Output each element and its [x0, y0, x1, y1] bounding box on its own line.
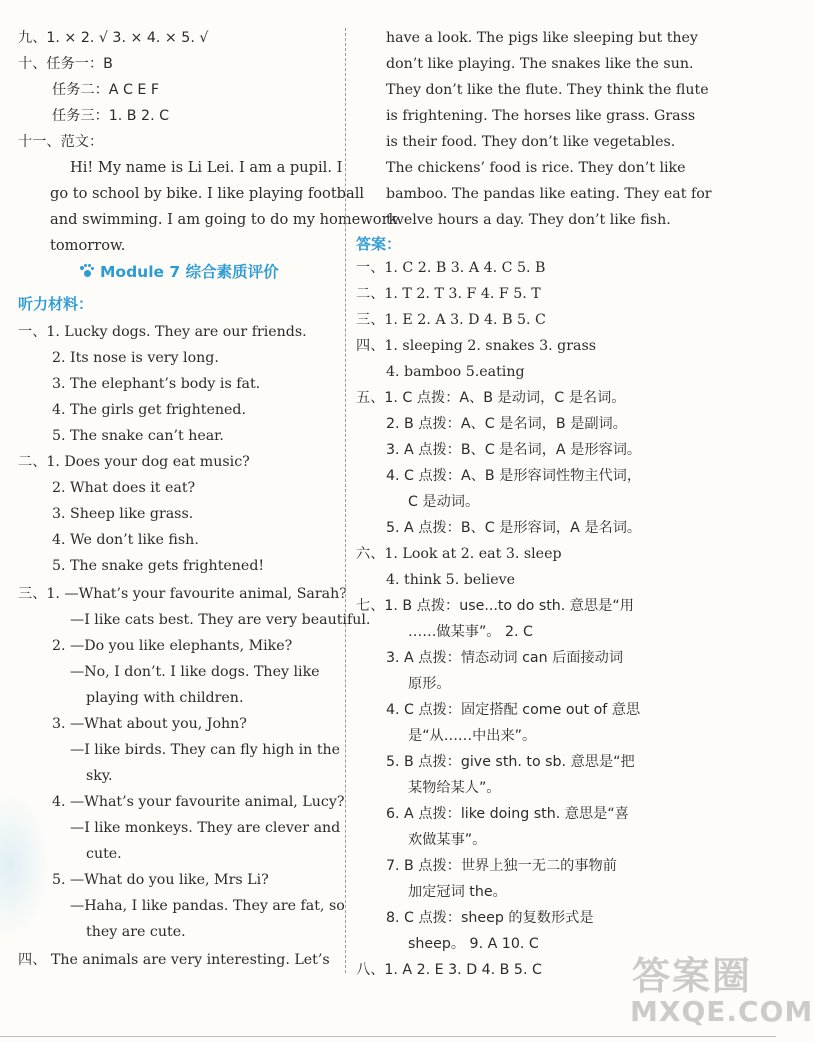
right-text-line: 一、1. C 2. B 3. A 4. C 5. B — [356, 260, 546, 276]
right-text-line: 6. A 点拨：like doing sth. 意思是“喜 — [386, 806, 629, 822]
left-text-line: 任务二：A C E F — [52, 82, 160, 98]
left-text-line: 3. —What about you, John? — [52, 716, 247, 732]
left-text-line: 4. We don’t like fish. — [52, 532, 199, 548]
decorative-background — [0, 790, 50, 940]
left-text-line: sky. — [86, 768, 113, 784]
left-text-line: 3. The elephant’s body is fat. — [52, 376, 261, 392]
left-text-line: 5. —What do you like, Mrs Li? — [52, 872, 269, 888]
right-text-line: 加定冠词 the。 — [408, 884, 507, 900]
paw-icon — [80, 264, 94, 278]
right-text-line: The chickens’ food is rice. They don’t like — [386, 160, 686, 176]
right-text-line: 5. A 点拨：B、C 是形容词，A 是名词。 — [386, 520, 642, 536]
left-text-line: —I like cats best. They are very beautiful. — [70, 612, 371, 628]
left-text-line: 3. Sheep like grass. — [52, 506, 194, 522]
bottom-rule — [0, 1036, 776, 1037]
right-text-line: 4. think 5. believe — [386, 572, 516, 588]
right-text-line: 8. C 点拨：sheep 的复数形式是 — [386, 910, 594, 926]
left-text-line: —Haha, I like pandas. They are fat, so — [70, 898, 345, 914]
left-text-line: 听力材料： — [18, 295, 94, 313]
module-title: Module 7 综合素质评价 — [100, 263, 279, 281]
right-text-line: 是“从……中出来”。 — [408, 728, 537, 744]
right-text-line: 七、1. B 点拨：use...to do sth. 意思是“用 — [356, 598, 634, 614]
right-text-line: 3. A 点拨：情态动词 can 后面接动词 — [386, 650, 624, 666]
left-text-line: and swimming. I am going to do my homework — [50, 211, 398, 228]
left-text-line: they are cute. — [86, 924, 186, 940]
left-text-line: 5. The snake can’t hear. — [52, 428, 224, 444]
left-text-line: go to school by bike. I like playing football — [50, 185, 365, 202]
right-text-line: 四、1. sleeping 2. snakes 3. grass — [356, 338, 597, 354]
left-text-line: 2. Its nose is very long. — [52, 350, 219, 366]
left-text-line: 十一、范文： — [18, 134, 104, 150]
left-text-line: 2. What does it eat? — [52, 480, 196, 496]
right-text-line: 2. B 点拨：A、C 是名词，B 是副词。 — [386, 416, 627, 432]
left-text-line: playing with children. — [86, 690, 244, 706]
right-text-line: 3. A 点拨：B、C 是名词，A 是形容词。 — [386, 442, 642, 458]
site-watermark — [572, 945, 813, 1037]
right-text-line: 八、1. A 2. E 3. D 4. B 5. C — [356, 962, 542, 978]
right-text-line: sheep。 9. A 10. C — [408, 936, 539, 952]
column-divider — [345, 28, 346, 973]
right-text-line: is frightening. The horses like grass. Grass — [386, 108, 696, 124]
left-text-line: —I like monkeys. They are clever and — [70, 820, 341, 836]
left-text-line: cute. — [86, 846, 122, 862]
right-text-line: 4. C 点拨：固定搭配 come out of 意思 — [386, 702, 641, 718]
left-text-line: 2. —Do you like elephants, Mike? — [52, 638, 293, 654]
right-text-line: 4. C 点拨：A、B 是形容词性物主代词， — [386, 468, 642, 484]
right-text-line: 原形。 — [408, 676, 451, 692]
left-text-line: 任务三：1. B 2. C — [52, 108, 169, 124]
left-text-line: 九、1. × 2. √ 3. × 4. × 5. √ — [18, 30, 209, 46]
right-text-line: have a look. The pigs like sleeping but they — [386, 30, 698, 46]
right-text-line: 欢做某事”。 — [408, 832, 487, 848]
right-text-line: don’t like playing. The snakes like the sun. — [386, 56, 694, 72]
left-text-line: 4. The girls get frightened. — [52, 402, 246, 418]
right-text-line: 三、1. E 2. A 3. D 4. B 5. C — [356, 312, 546, 328]
right-text-line: 答案： — [356, 235, 402, 253]
right-text-line: 7. B 点拨：世界上独一无二的事物前 — [386, 858, 617, 874]
right-text-line: C 是动词。 — [408, 494, 480, 510]
left-text-line: 四、 The animals are very interesting. Let’s — [18, 952, 330, 968]
right-text-line: twelve hours a day. They don’t like fish. — [386, 212, 671, 228]
right-text-line: bamboo. The pandas like eating. They eat for — [386, 186, 712, 202]
right-text-line: 4. bamboo 5.eating — [386, 364, 525, 380]
right-text-line: They don’t like the flute. They think the flute — [386, 82, 709, 98]
right-text-line: 某物给某人”。 — [408, 780, 501, 796]
right-text-line: ……做某事”。 2. C — [408, 624, 533, 640]
right-text-line: 5. B 点拨：give sth. to sb. 意思是“把 — [386, 754, 635, 770]
watermark-url: MXQE.COM — [630, 995, 813, 1028]
left-text-line: —No, I don’t. I like dogs. They like — [70, 664, 320, 680]
left-text-line: —I like birds. They can fly high in the — [70, 742, 341, 758]
left-text-line: 十、任务一：B — [18, 56, 113, 72]
right-text-line: is their food. They don’t like vegetables. — [386, 134, 676, 150]
right-text-line: 六、1. Look at 2. eat 3. sleep — [356, 546, 562, 562]
watermark-logo-text: 答案圈 — [632, 954, 753, 998]
left-text-line: 三、1. —What’s your favourite animal, Sarah? — [18, 586, 347, 602]
right-text-line: 五、1. C 点拨：A、B 是动词，C 是名词。 — [356, 390, 626, 406]
right-text-line: 二、1. T 2. T 3. F 4. F 5. T — [356, 286, 541, 302]
left-text-line: 二、1. Does your dog eat music? — [18, 454, 250, 470]
left-text-line: tomorrow. — [50, 237, 126, 254]
left-text-line: 4. —What’s your favourite animal, Lucy? — [52, 794, 345, 810]
module-heading — [80, 262, 279, 282]
left-text-line: 5. The snake gets frightened! — [52, 558, 265, 574]
left-text-line: 一、1. Lucky dogs. They are our friends. — [18, 324, 307, 340]
left-text-line: Hi! My name is Li Lei. I am a pupil. I — [70, 159, 343, 176]
